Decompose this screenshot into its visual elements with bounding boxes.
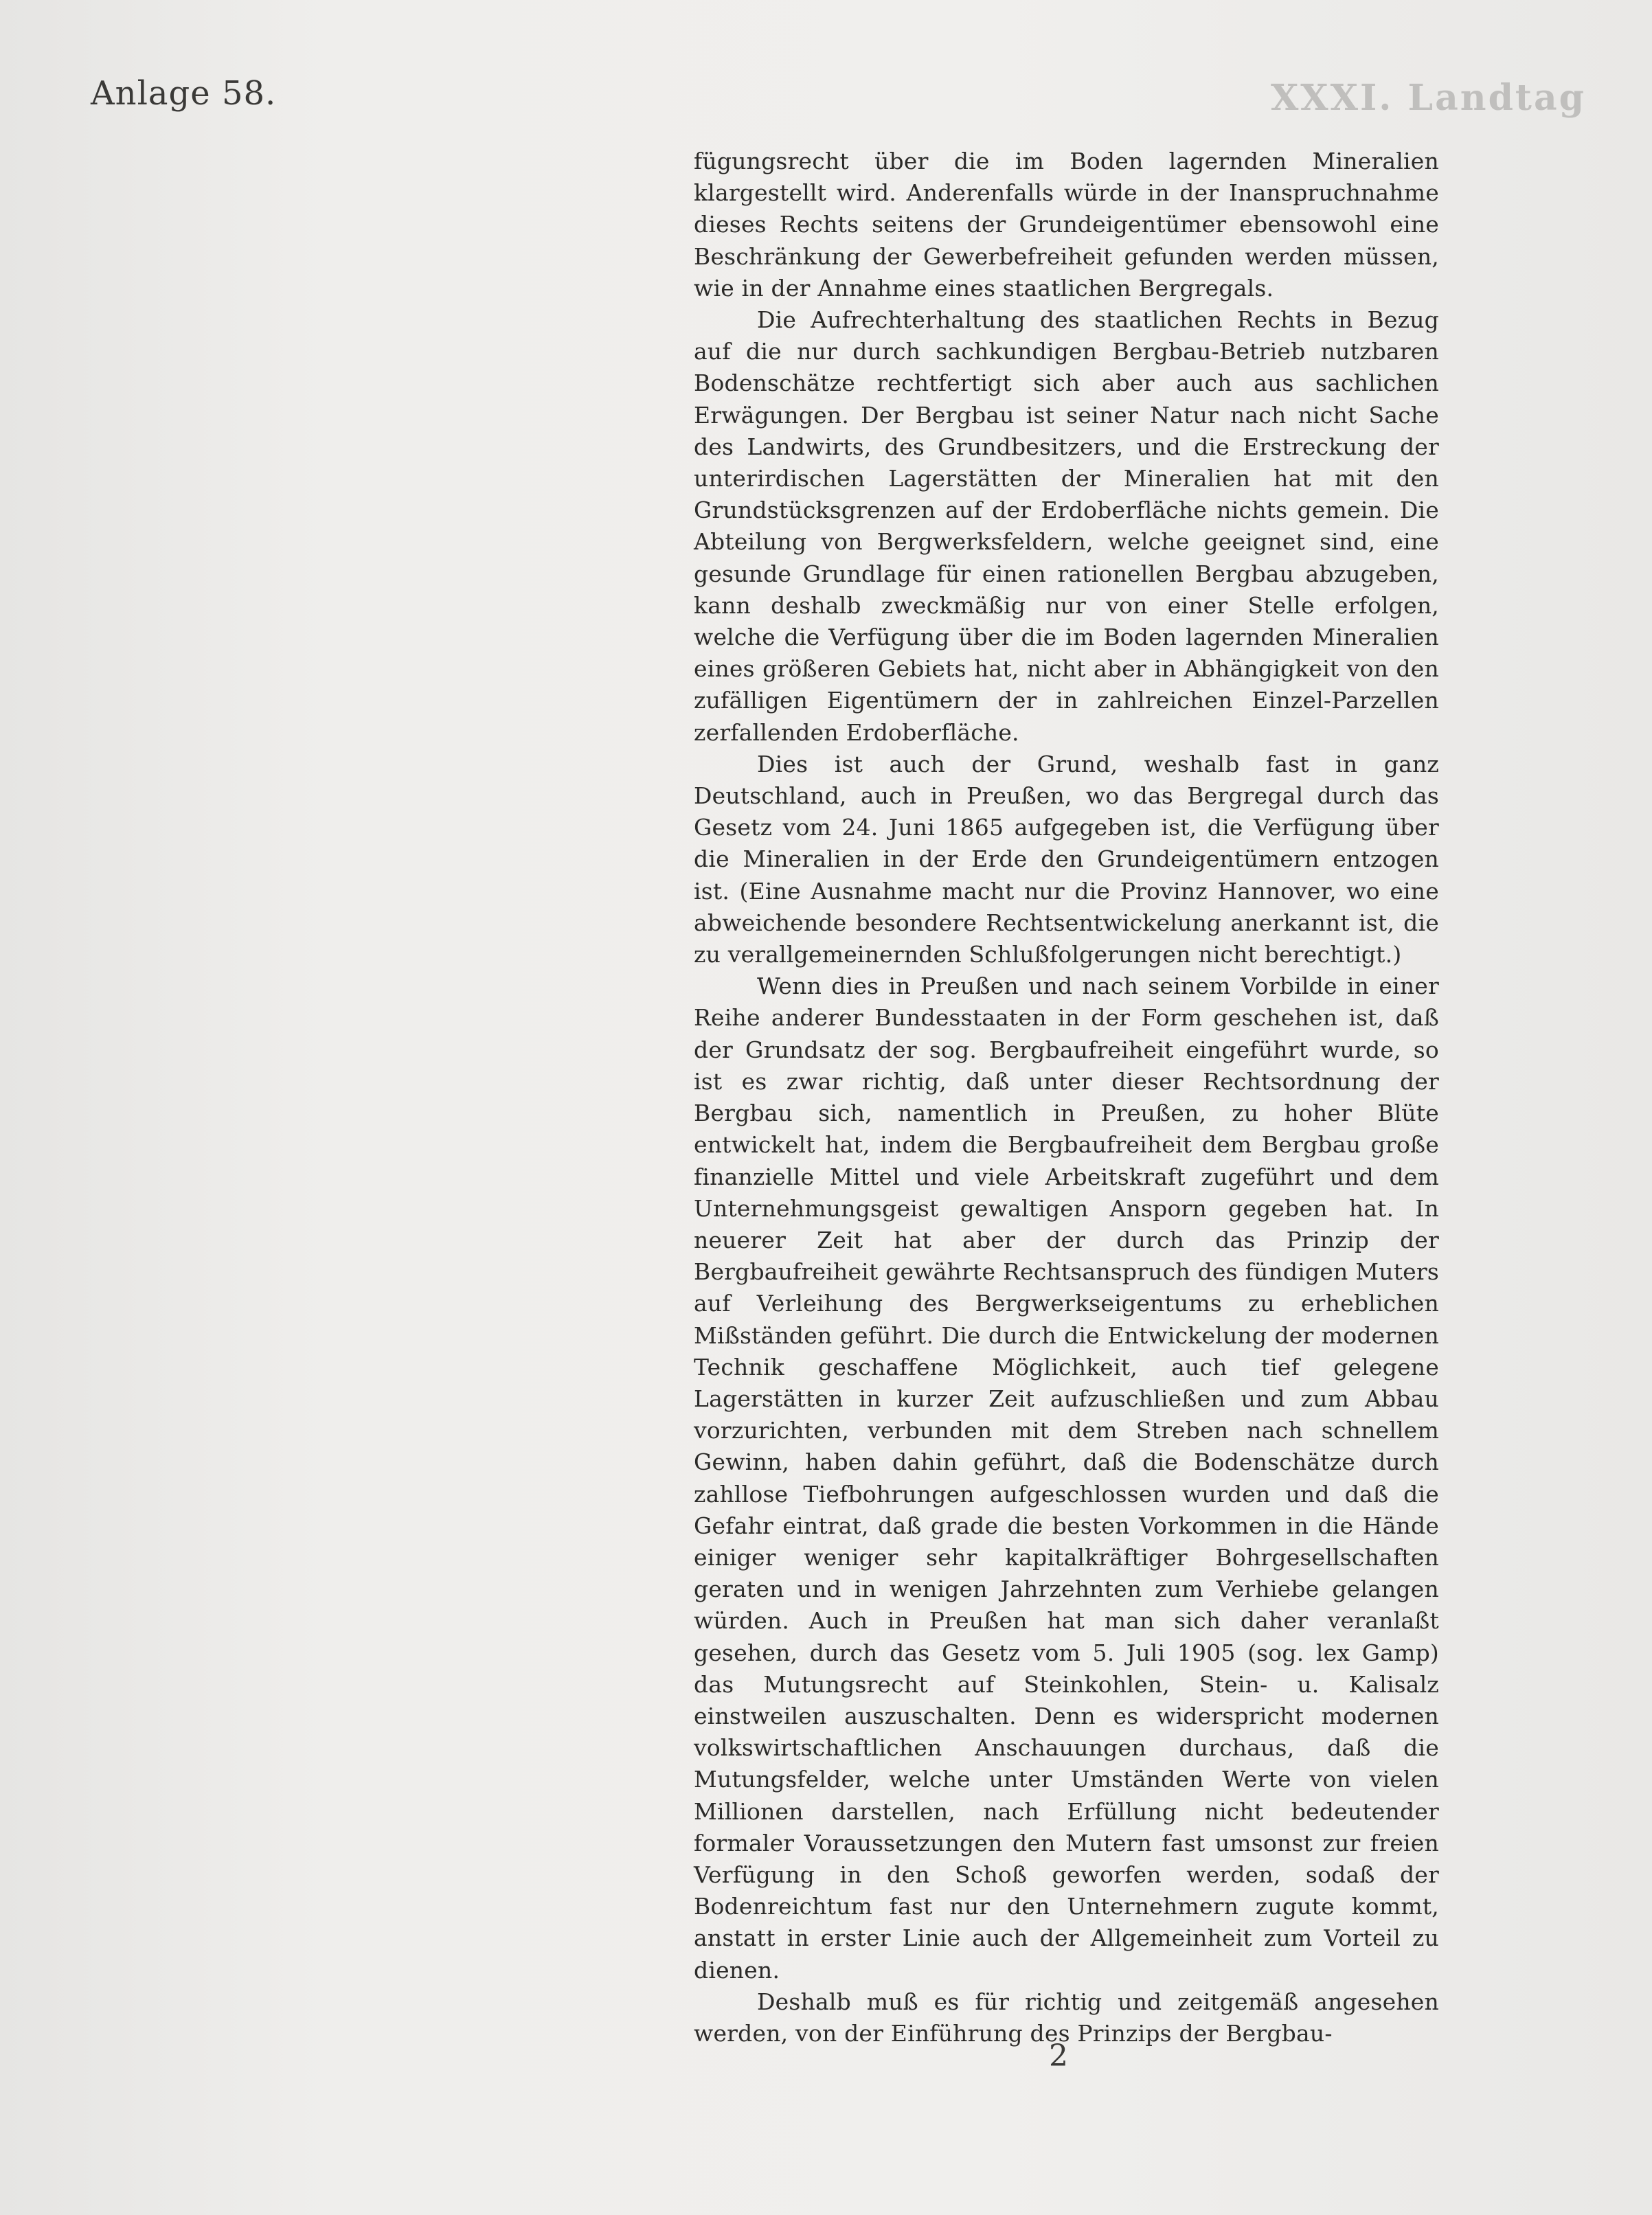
header-landtag-label: XXXI. Landtag bbox=[1270, 77, 1586, 119]
paragraph-1: fügungsrecht über die im Boden lagernden Mineralien klargestellt wird. Anderenfalls würde in der Inanspruchnahme dieses Rechts seitens der Grundeigentümer ebensowohl eine Beschränkung der Gewerbefreiheit gefunden werden müssen, wie in der Annahme eines staatlichen Bergregals. bbox=[694, 148, 1439, 302]
page-number: 2 bbox=[1049, 2038, 1068, 2074]
body-text-column bbox=[694, 146, 1439, 2049]
paragraph-4: Wenn dies in Preußen und nach seinem Vorbilde in einer Reihe anderer Bundesstaaten in der Form geschehen ist, daß der Grundsatz der sog. Bergbaufreiheit eingeführt wurde, so ist es zwar richtig, daß unter dieser Rechtsordnung der Bergbau sich, namentlich in Preußen, zu hoher Blüte entwickelt hat, indem die Bergbaufreiheit dem Bergbau große finanzielle Mittel und viele Arbeitskraft zugeführt und dem Unternehmungsgeist gewaltigen Ansporn gegeben hat. In neuerer Zeit hat aber der durch das Prinzip der Bergbaufreiheit gewährte Rechtsanspruch des fündigen Muters auf Verleihung des Bergwerkseigentums zu erheblichen Mißständen geführt. Die durch die Entwickelung der modernen Technik geschaffene Möglichkeit, auch tief gelegene Lagerstätten in kurzer Zeit aufzuschließen und zum Abbau vorzurichten, verbunden mit dem Streben nach schnellem Gewinn, haben dahin geführt, daß die Bodenschätze durch zahllose Tiefbohrungen aufgeschlossen wurden und daß die Gefahr eintrat, daß grade die besten Vorkommen in die Hände einiger weniger sehr kapitalkräftiger Bohrgesellschaften geraten und in wenigen Jahrzehnten zum Verhiebe gelangen würden. Auch in Preußen hat man sich daher veranlaßt gesehen, durch das Gesetz vom 5. Juli 1905 (sog. lex Gamp) das Mutungsrecht auf Steinkohlen, Stein- u. Kalisalz einstweilen auszuschalten. Denn es widerspricht modernen volkswirtschaftlichen Anschauungen durchaus, daß die Mutungsfelder, welche unter Umständen Werte von vielen Millionen darstellen, nach Erfüllung nicht bedeutender formaler Voraussetzungen den Mutern fast umsonst zur freien Verfügung in den Schoß geworfen werden, sodaß der Bodenreichtum fast nur den Unternehmern zugute kommt, anstatt in erster Linie auch der Allgemeinheit zum Vorteil zu dienen. bbox=[694, 973, 1439, 1984]
paragraph-5: Deshalb muß es für richtig und zeitgemäß angesehen werden, von der Einführung des Prinzips der Bergbau- bbox=[694, 1988, 1439, 2047]
header-annex-label: Anlage 58. bbox=[91, 74, 277, 113]
paragraph-2: Die Aufrechterhaltung des staatlichen Rechts in Bezug auf die nur durch sachkundigen Bergbau-Betrieb nutzbaren Bodenschätze rechtfertigt sich aber auch aus sachlichen Erwägungen. Der Bergbau ist seiner Natur nach nicht Sache des Landwirts, des Grundbesitzers, und die Erstreckung der unterirdischen Lagerstätten der Mineralien hat mit den Grundstücksgrenzen auf der Erdoberfläche nichts gemein. Die Abteilung von Bergwerksfeldern, welche geeignet sind, eine gesunde Grundlage für einen rationellen Bergbau abzugeben, kann deshalb zweckmäßig nur von einer Stelle erfolgen, welche die Verfügung über die im Boden lagernden Mineralien eines größeren Gebiets hat, nicht aber in Abhängigkeit von den zufälligen Eigentümern der in zahlreichen Einzel-Parzellen zerfallenden Erdoberfläche. bbox=[694, 306, 1439, 746]
paragraph-3: Dies ist auch der Grund, weshalb fast in ganz Deutschland, auch in Preußen, wo das Bergregal durch das Gesetz vom 24. Juni 1865 aufgegeben ist, die Verfügung über die Mineralien in der Erde den Grundeigentümern entzogen ist. (Eine Ausnahme macht nur die Provinz Hannover, wo eine abweichende besondere Rechtsentwickelung anerkannt ist, die zu verallgemeinernden Schlußfolgerungen nicht berechtigt.) bbox=[694, 750, 1439, 968]
